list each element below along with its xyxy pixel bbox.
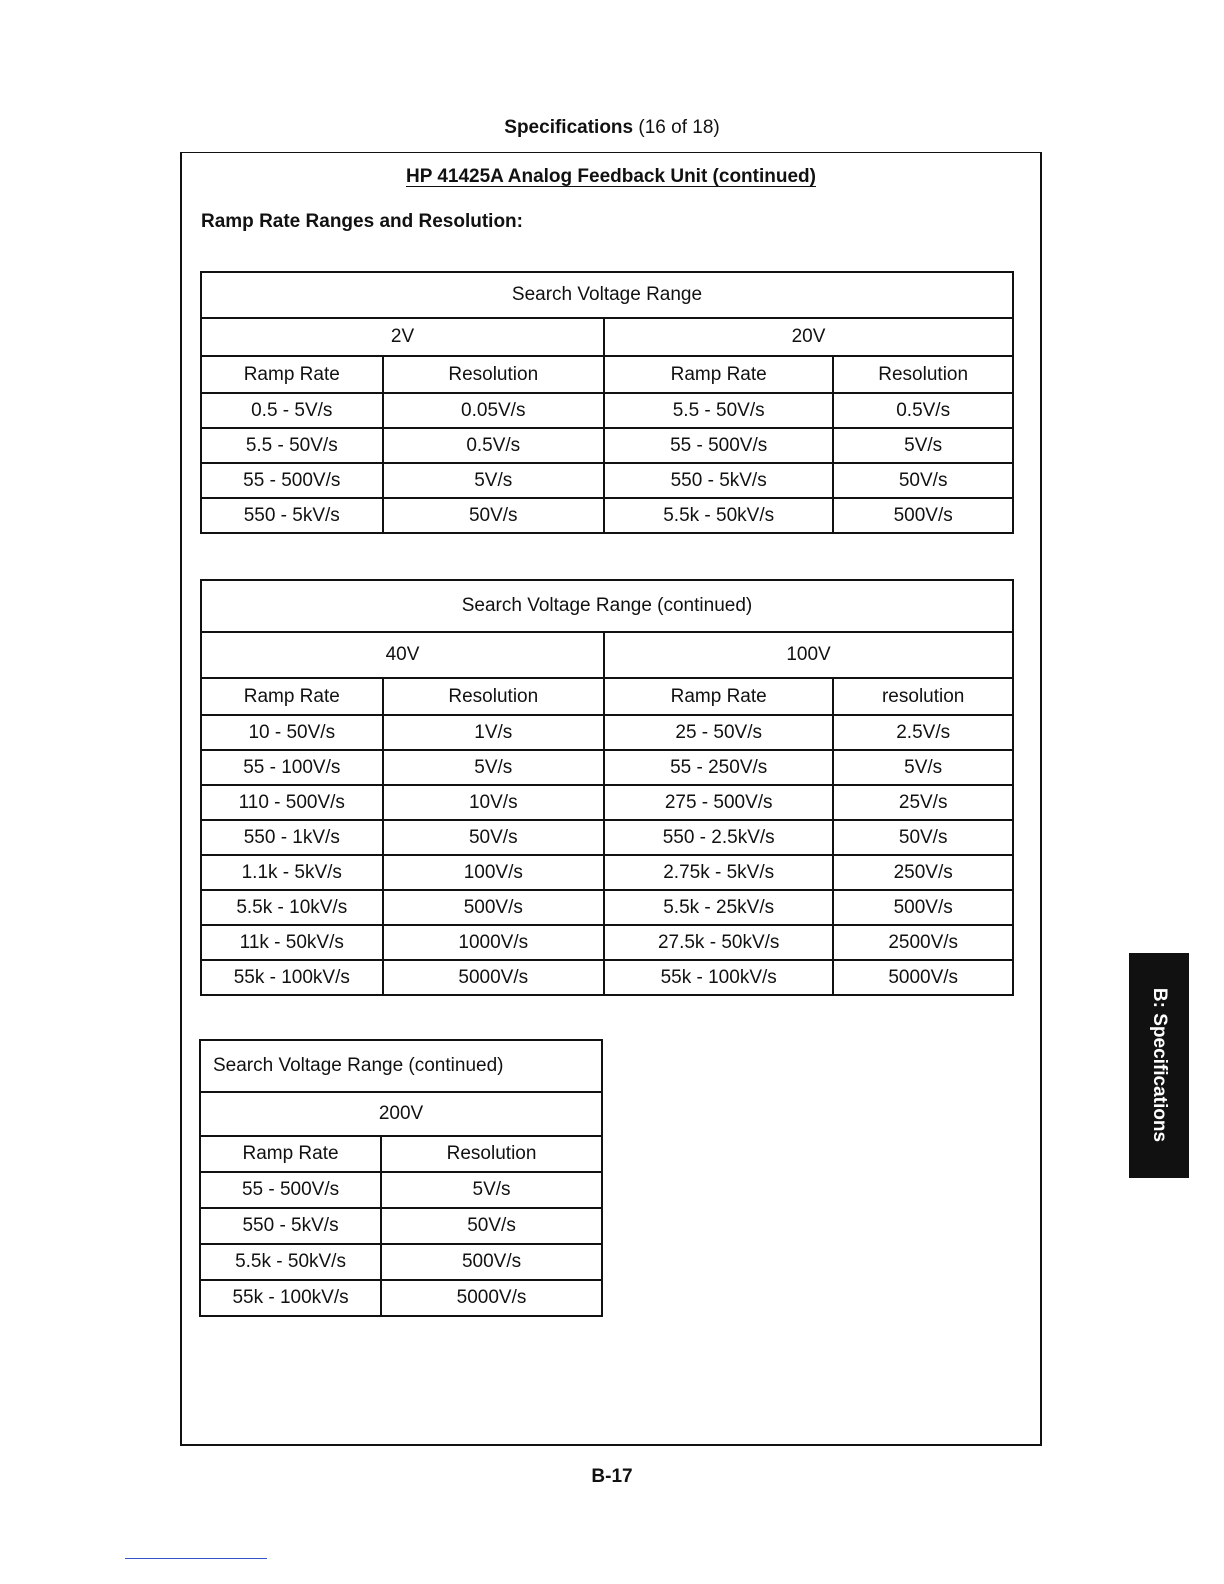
table-cell: 5V/s — [383, 750, 604, 785]
table-cell: 50V/s — [833, 463, 1013, 498]
table-cell: 10 - 50V/s — [201, 715, 383, 750]
table-row — [201, 393, 1013, 428]
section-title: Ramp Rate Ranges and Resolution: — [201, 211, 523, 232]
ramp-rate-table-200v — [199, 1039, 603, 1317]
table-cell: 550 - 5kV/s — [201, 498, 383, 533]
page-number: B-17 — [591, 1466, 633, 1487]
table-cell: 5.5k - 10kV/s — [201, 890, 383, 925]
table-cell: 550 - 1kV/s — [201, 820, 383, 855]
table-cell: 5.5 - 50V/s — [201, 428, 383, 463]
table-row — [201, 960, 1013, 995]
table-cell: 0.5V/s — [833, 393, 1013, 428]
header-title: Specifications — [504, 117, 634, 138]
table-cell: 5.5k - 50kV/s — [200, 1244, 381, 1280]
table-cell: 550 - 2.5kV/s — [604, 820, 833, 855]
table-cell: 55k - 100kV/s — [201, 960, 383, 995]
group-header-40v: 40V — [201, 632, 604, 678]
table-caption: Search Voltage Range — [201, 272, 1013, 318]
table-cell: 1000V/s — [383, 925, 604, 960]
column-header: Ramp Rate — [604, 678, 833, 715]
column-header: resolution — [833, 678, 1013, 715]
table-row — [201, 428, 1013, 463]
group-header-20v: 20V — [604, 318, 1013, 356]
table-cell: 500V/s — [381, 1244, 602, 1280]
table-row — [201, 498, 1013, 533]
column-header: Resolution — [381, 1136, 602, 1172]
table-cell: 55 - 250V/s — [604, 750, 833, 785]
table-cell: 275 - 500V/s — [604, 785, 833, 820]
table-cell: 500V/s — [833, 498, 1013, 533]
table-cell: 2.5V/s — [833, 715, 1013, 750]
table-row — [201, 715, 1013, 750]
group-header-200v: 200V — [200, 1092, 602, 1136]
table-cell: 550 - 5kV/s — [200, 1208, 381, 1244]
table-cell: 5V/s — [833, 750, 1013, 785]
section-tab-marker — [1129, 953, 1189, 1178]
table-cell: 55 - 100V/s — [201, 750, 383, 785]
table-cell: 250V/s — [833, 855, 1013, 890]
table-cell: 100V/s — [383, 855, 604, 890]
table-caption: Search Voltage Range (continued) — [200, 1040, 602, 1092]
table-cell: 50V/s — [383, 498, 604, 533]
column-header: Resolution — [383, 678, 604, 715]
table-cell: 5V/s — [833, 428, 1013, 463]
table-row — [201, 785, 1013, 820]
table-cell: 50V/s — [381, 1208, 602, 1244]
table-row — [200, 1244, 602, 1280]
table-cell: 10V/s — [383, 785, 604, 820]
table-row — [200, 1280, 602, 1316]
table-cell: 25 - 50V/s — [604, 715, 833, 750]
spec-frame — [180, 152, 1042, 1446]
page-header — [0, 117, 1224, 139]
column-header: Ramp Rate — [201, 356, 383, 393]
table-cell: 2.75k - 5kV/s — [604, 855, 833, 890]
table-cell: 50V/s — [383, 820, 604, 855]
table-cell: 27.5k - 50kV/s — [604, 925, 833, 960]
footer-rule — [125, 1558, 267, 1559]
table-cell: 2500V/s — [833, 925, 1013, 960]
table-row — [201, 855, 1013, 890]
table-cell: 55 - 500V/s — [604, 428, 833, 463]
table-cell: 55k - 100kV/s — [200, 1280, 381, 1316]
table-cell: 25V/s — [833, 785, 1013, 820]
table-cell: 5.5 - 50V/s — [604, 393, 833, 428]
column-header: Ramp Rate — [200, 1136, 381, 1172]
group-header-100v: 100V — [604, 632, 1013, 678]
table-row — [201, 463, 1013, 498]
table-cell: 1V/s — [383, 715, 604, 750]
group-header-2v: 2V — [201, 318, 604, 356]
table-row — [200, 1172, 602, 1208]
table-row — [201, 890, 1013, 925]
column-header: Resolution — [833, 356, 1013, 393]
table-cell: 0.05V/s — [383, 393, 604, 428]
table-row — [201, 750, 1013, 785]
table-cell: 500V/s — [383, 890, 604, 925]
table-cell: 55 - 500V/s — [200, 1172, 381, 1208]
table-cell: 1.1k - 5kV/s — [201, 855, 383, 890]
table-cell: 5V/s — [383, 463, 604, 498]
header-page-count: (16 of 18) — [638, 117, 720, 138]
ramp-rate-table-40v-100v — [200, 579, 1014, 996]
table-cell: 5000V/s — [381, 1280, 602, 1316]
table-cell: 5.5k - 25kV/s — [604, 890, 833, 925]
table-row — [200, 1208, 602, 1244]
table-cell: 0.5 - 5V/s — [201, 393, 383, 428]
table-cell: 550 - 5kV/s — [604, 463, 833, 498]
column-header: Ramp Rate — [201, 678, 383, 715]
table-cell: 500V/s — [833, 890, 1013, 925]
table-row — [201, 820, 1013, 855]
column-header: Ramp Rate — [604, 356, 833, 393]
table-cell: 11k - 50kV/s — [201, 925, 383, 960]
ramp-rate-table-2v-20v — [200, 271, 1014, 534]
table-cell: 5V/s — [381, 1172, 602, 1208]
table-cell: 55 - 500V/s — [201, 463, 383, 498]
table-cell: 5.5k - 50kV/s — [604, 498, 833, 533]
unit-title — [182, 166, 1040, 188]
column-header: Resolution — [383, 356, 604, 393]
table-cell: 50V/s — [833, 820, 1013, 855]
table-cell: 0.5V/s — [383, 428, 604, 463]
table-cell: 110 - 500V/s — [201, 785, 383, 820]
table-cell: 55k - 100kV/s — [604, 960, 833, 995]
unit-title-text: HP 41425A Analog Feedback Unit (continued) — [406, 166, 816, 187]
table-row — [201, 925, 1013, 960]
table-cell: 5000V/s — [383, 960, 604, 995]
table-caption: Search Voltage Range (continued) — [201, 580, 1013, 632]
table-cell: 5000V/s — [833, 960, 1013, 995]
section-tab-label: B: Specifications — [1149, 987, 1170, 1143]
